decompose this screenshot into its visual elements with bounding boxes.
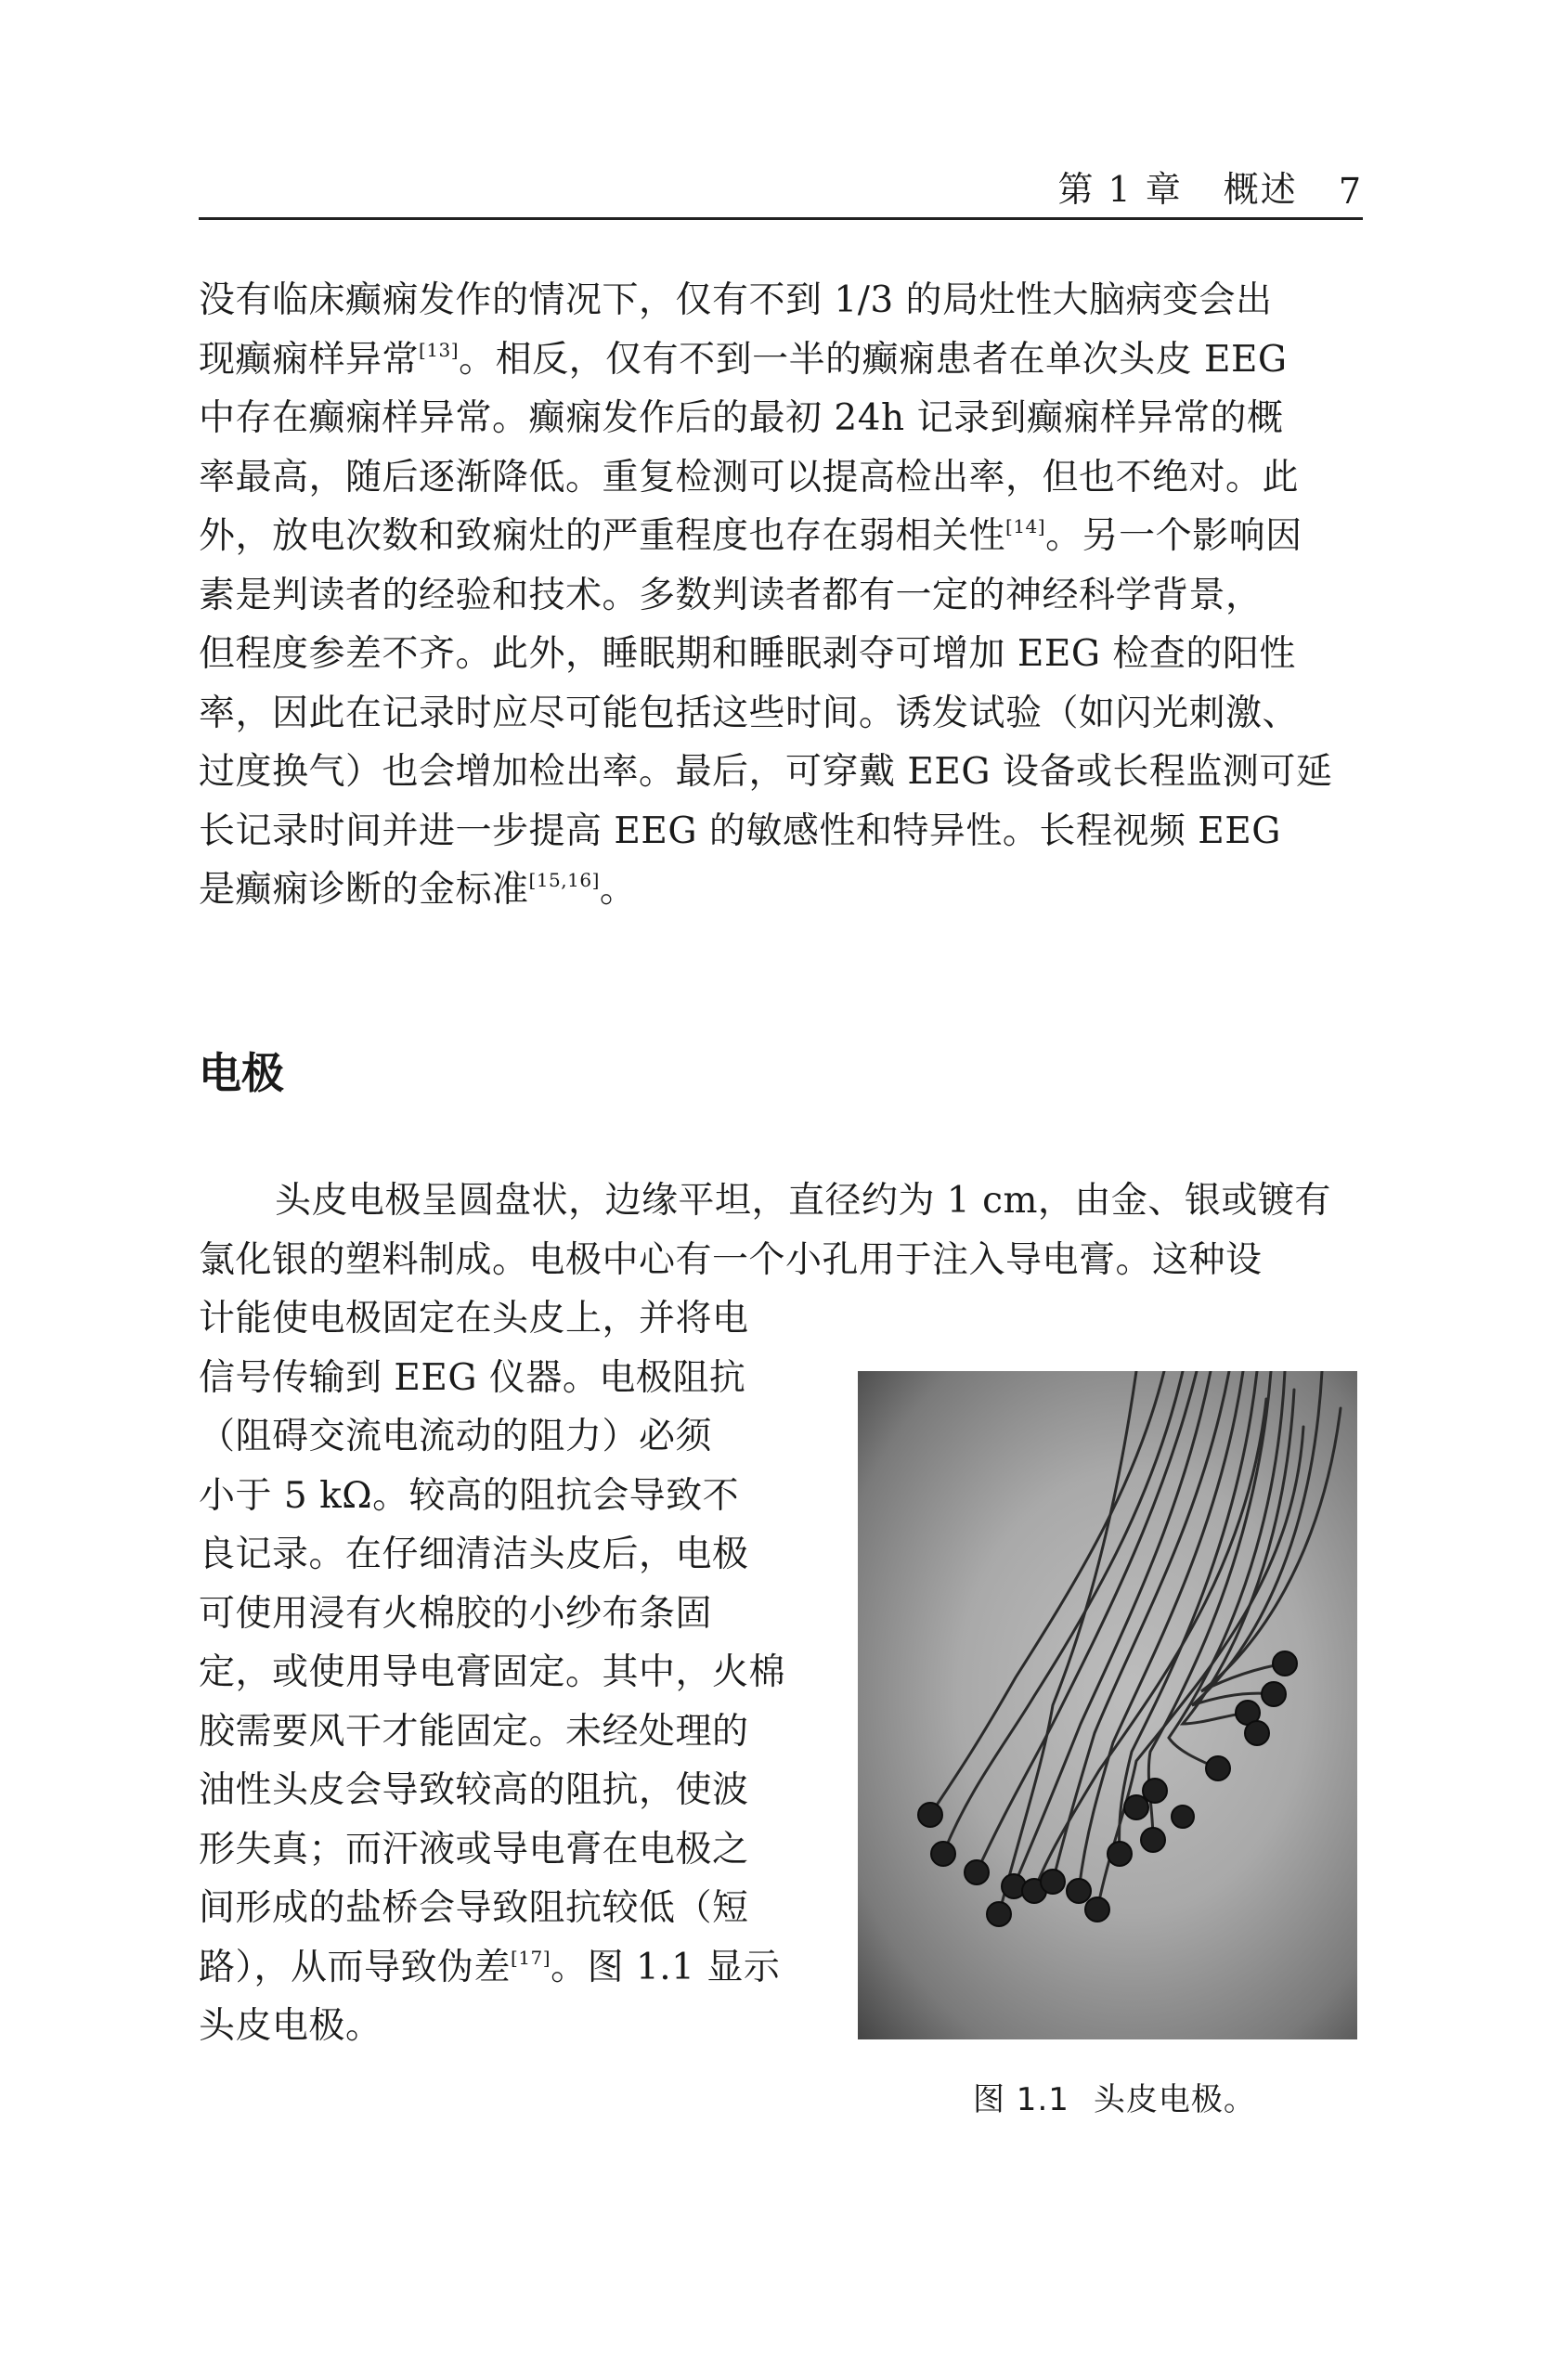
text-line: 过度换气）也会增加检出率。最后，可穿戴 EEG 设备或长程监测可延 <box>199 751 1333 793</box>
text-line: 胶需要风干才能固定。未经处理的 <box>199 1710 749 1753</box>
scalp-electrodes-photo <box>858 1371 1357 2039</box>
text-line: 但程度参差不齐。此外，睡眠期和睡眠剥夺可增加 EEG 检查的阳性 <box>199 633 1296 675</box>
chapter-title: 概述 <box>1223 169 1298 210</box>
text-line: 现癫痫样异常[13]。相反，仅有不到一半的癫痫患者在单次头皮 EEG <box>199 338 1288 381</box>
body-paragraph-2 <box>199 1172 1363 1289</box>
text-line: 中存在癫痫样异常。癫痫发作后的最初 24h 记录到癫痫样异常的概 <box>199 397 1284 439</box>
text-line: 率最高，随后逐渐降低。重复检测可以提高检出率，但也不绝对。此 <box>199 456 1300 498</box>
figure-caption-text: 头皮电极。 <box>1093 2081 1256 2118</box>
text-line: 定，或使用导电膏固定。其中，火棉 <box>199 1651 786 1693</box>
text-line: 没有临床癫痫发作的情况下，仅有不到 1/3 的局灶性大脑病变会出 <box>199 279 1273 321</box>
text-line: 计能使电极固定在头皮上，并将电 <box>199 1298 749 1340</box>
figure-label: 图 1.1 <box>973 2081 1069 2118</box>
header-rule <box>199 217 1363 220</box>
text-line: 是癫痫诊断的金标准[15,16]。 <box>199 869 637 911</box>
running-header <box>199 160 1363 212</box>
text-line: 头皮电极呈圆盘状，边缘平坦，直径约为 1 cm，由金、银或镀有 <box>275 1180 1331 1222</box>
section-heading: 电极 <box>199 1048 284 1098</box>
figure-caption <box>973 2074 1256 2119</box>
citation: [15,16] <box>528 869 600 891</box>
text-line: 可使用浸有火棉胶的小纱布条固 <box>199 1592 713 1635</box>
text-line: 长记录时间并进一步提高 EEG 的敏感性和特异性。长程视频 EEG <box>199 809 1281 852</box>
body-paragraph-2-wrapped <box>199 1289 793 2056</box>
text-line: 路），从而导致伪差[17]。图 1.1 显示 <box>199 1946 781 1988</box>
text-line: 信号传输到 EEG 仪器。电极阻抗 <box>199 1356 746 1399</box>
text-line: 油性头皮会导致较高的阻抗，使波 <box>199 1769 749 1811</box>
text-line: （阻碍交流电流动的阻力）必须 <box>199 1416 713 1457</box>
page-number: 7 <box>1338 171 1363 212</box>
text-line: 素是判读者的经验和技术。多数判读者都有一定的神经科学背景， <box>199 574 1263 616</box>
citation: [14] <box>1005 515 1046 537</box>
text-line: 良记录。在仔细清洁头皮后，电极 <box>199 1534 749 1575</box>
text-line: 率，因此在记录时应尽可能包括这些时间。诱发试验（如闪光刺激、 <box>199 692 1300 734</box>
citation: [17] <box>511 1946 551 1969</box>
electrode-wires-illustration <box>858 1371 1357 2039</box>
text-line: 小于 5 kΩ。较高的阻抗会导致不 <box>199 1474 740 1517</box>
text-line: 形失真；而汗液或导电膏在电极之 <box>199 1828 749 1871</box>
chapter-number: 第 1 章 <box>1057 169 1183 210</box>
body-paragraph-1 <box>199 271 1363 920</box>
text-line: 外，放电次数和致痫灶的严重程度也存在弱相关性[14]。另一个影响因 <box>199 515 1302 557</box>
citation: [13] <box>419 338 460 361</box>
text-line: 氯化银的塑料制成。电极中心有一个小孔用于注入导电膏。这种设 <box>199 1238 1263 1281</box>
text-line: 间形成的盐桥会导致阻抗较低（短 <box>199 1887 749 1929</box>
text-line: 头皮电极。 <box>199 2005 382 2047</box>
